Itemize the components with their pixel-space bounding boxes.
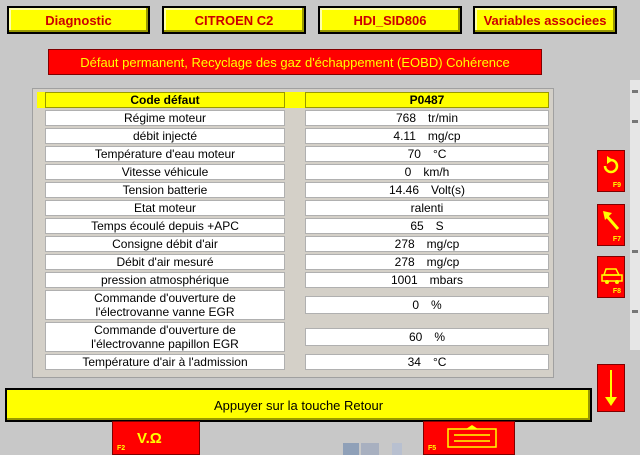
- table-row: [37, 354, 549, 370]
- value-unit: tr/min: [428, 111, 459, 125]
- row-value: [305, 218, 549, 234]
- row-label: [45, 322, 285, 352]
- value-unit: °C: [432, 355, 447, 369]
- row-value: [305, 296, 549, 314]
- header-lead: [37, 92, 45, 108]
- row-label: Consigne débit d'air: [45, 236, 285, 252]
- f5-oscilloscope-button[interactable]: [423, 421, 515, 455]
- table-row: [37, 236, 549, 252]
- label-line: l'électrovanne vanne EGR: [95, 305, 235, 319]
- value-number: 0: [412, 298, 419, 312]
- table-row: [37, 272, 549, 288]
- f8-vehicle-button[interactable]: [597, 256, 625, 298]
- table-header-row: [37, 92, 549, 108]
- row-label: Tension batterie: [45, 182, 285, 198]
- diagonal-arrow-icon: [601, 209, 621, 235]
- strip-mark: [632, 120, 638, 123]
- value-unit: %: [431, 298, 442, 312]
- down-arrow-icon: [598, 365, 624, 411]
- row-value: [305, 254, 549, 270]
- row-label: [45, 290, 285, 320]
- ecu-button[interactable]: HDI_SID806: [318, 6, 462, 34]
- value-number: 60: [408, 330, 423, 344]
- value-unit: mg/cp: [426, 255, 460, 269]
- f7-arrow-button[interactable]: [597, 204, 625, 246]
- value-number: 70: [407, 147, 421, 161]
- variables-button[interactable]: Variables associees: [473, 6, 617, 34]
- row-value: [305, 354, 549, 370]
- strip-mark: [632, 90, 638, 93]
- strip-mark: [632, 250, 638, 253]
- row-label: Régime moteur: [45, 110, 285, 126]
- table-row: [37, 128, 549, 144]
- row-label: pression atmosphérique: [45, 272, 285, 288]
- value-number: 34: [407, 355, 421, 369]
- row-label: Débit d'air mesuré: [45, 254, 285, 270]
- taskbar-fragment: [343, 443, 359, 455]
- table-row: [37, 164, 549, 180]
- value-unit: S: [435, 219, 444, 233]
- value-unit: Volt(s): [431, 183, 466, 197]
- car-icon: [601, 261, 623, 287]
- table-row: [37, 110, 549, 126]
- f2-measure-button[interactable]: [112, 421, 200, 455]
- table-row: [37, 182, 549, 198]
- table-row: [37, 254, 549, 270]
- row-value: [305, 272, 549, 288]
- key-label: F8: [612, 288, 621, 295]
- value-number: 768: [395, 111, 417, 125]
- value-unit: %: [434, 330, 446, 344]
- row-value: [305, 182, 549, 198]
- value-number: 65: [410, 219, 424, 233]
- header-gap: [285, 92, 305, 108]
- label-line: l'électrovanne papillon EGR: [91, 337, 239, 351]
- value-unit: km/h: [423, 165, 450, 179]
- row-label: Vitesse véhicule: [45, 164, 285, 180]
- row-label: Température d'air à l'admission: [45, 354, 285, 370]
- value-number: 4.11: [393, 129, 416, 143]
- value-number: 1001: [390, 273, 418, 287]
- row-value: [305, 200, 549, 216]
- row-label: débit injecté: [45, 128, 285, 144]
- row-label: Temps écoulé depuis +APC: [45, 218, 285, 234]
- table-row: [37, 146, 549, 162]
- value-unit: °C: [432, 147, 447, 161]
- label-line: Commande d'ouverture de: [94, 291, 236, 305]
- vehicle-button[interactable]: CITROEN C2: [162, 6, 306, 34]
- undo-arrow-icon: [601, 155, 621, 181]
- value-number: 14.46: [388, 183, 419, 197]
- taskbar-fragment: [361, 443, 379, 455]
- row-value: [305, 128, 549, 144]
- value-unit: mg/cp: [427, 129, 461, 143]
- table-row: [37, 218, 549, 234]
- table-row: [37, 322, 549, 352]
- row-label: Température d'eau moteur: [45, 146, 285, 162]
- parameters-table: [32, 88, 554, 378]
- key-label: F2: [117, 445, 126, 452]
- voltmeter-symbol: V.Ω: [137, 430, 162, 447]
- fault-code-label: Code défaut: [45, 92, 285, 108]
- value-text: ralenti: [410, 201, 444, 215]
- strip-mark: [632, 310, 638, 313]
- value-number: 278: [394, 255, 415, 269]
- fault-code-value: P0487: [305, 92, 549, 108]
- value-number: 0: [404, 165, 412, 179]
- label-line: Commande d'ouverture de: [94, 323, 236, 337]
- oscilloscope-icon: [442, 425, 502, 453]
- row-value: [305, 110, 549, 126]
- table-row: [37, 290, 549, 320]
- value-unit: mg/cp: [426, 237, 460, 251]
- value-number: 278: [394, 237, 415, 251]
- window-edge-strip: [630, 80, 640, 350]
- row-value: [305, 328, 549, 346]
- key-label: F5: [428, 445, 437, 452]
- row-value: [305, 146, 549, 162]
- row-label: Etat moteur: [45, 200, 285, 216]
- row-value: [305, 236, 549, 252]
- key-label: F7: [612, 236, 621, 243]
- fault-description-banner: Défaut permanent, Recyclage des gaz d'échappement (EOBD) Cohérence: [48, 49, 542, 75]
- scroll-down-button[interactable]: [597, 364, 625, 412]
- diagnostic-button[interactable]: Diagnostic: [7, 6, 150, 34]
- key-label: F9: [612, 182, 621, 189]
- return-instruction-bar[interactable]: Appuyer sur la touche Retour: [5, 388, 592, 422]
- f9-undo-button[interactable]: [597, 150, 625, 192]
- value-unit: mbars: [429, 273, 464, 287]
- table-row: [37, 200, 549, 216]
- row-value: [305, 164, 549, 180]
- taskbar-fragment: [392, 443, 402, 455]
